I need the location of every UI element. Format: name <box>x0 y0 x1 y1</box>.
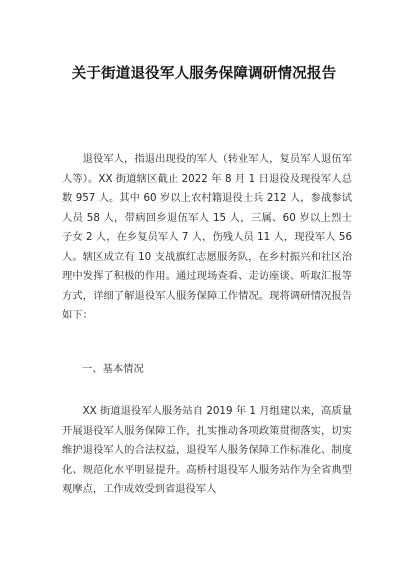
section-heading: 一、基本情况 <box>82 363 144 375</box>
basic-situation-paragraph: XX 街道退役军人服务站自 2019 年 1 月组建以来，高质量开展退役军人服务保障工作，扎实推动各项政策贯彻落实，切实维护退役军人的合法权益，退役军人服务保障工作标准化、制度化、规范化水平明显提升。高桥村退役军人服务站作为全省典型观摩点，工作成效受到省退役军人 <box>62 405 352 495</box>
intro-paragraph: 退役军人，指退出现役的军人（转业军人，复员军人退伍军人等）。XX 街道辖区截止 2022 年 8 月 1 日退役及现役军人总数 957 人。其中 60 岁以上农村籍退役士兵 212 人，参战参试人员 58 人，带病回乡退伍军人 15 人，三属、60 岁以上烈士子女 2 人，在乡复员军人 7 人，伤残人员 11 人，现役军人 56 人。辖区成立有 10 支战旗红志愿服务队，在乡村振兴和社区治理中发挥了积极的作用。通过现场查看、走访座谈、听取汇报等方式，详细了解退役军人服务保障工作情况。现将调研情况报告如下： <box>62 153 352 321</box>
document-title: 关于街道退役军人服务保障调研情况报告 <box>71 66 337 82</box>
